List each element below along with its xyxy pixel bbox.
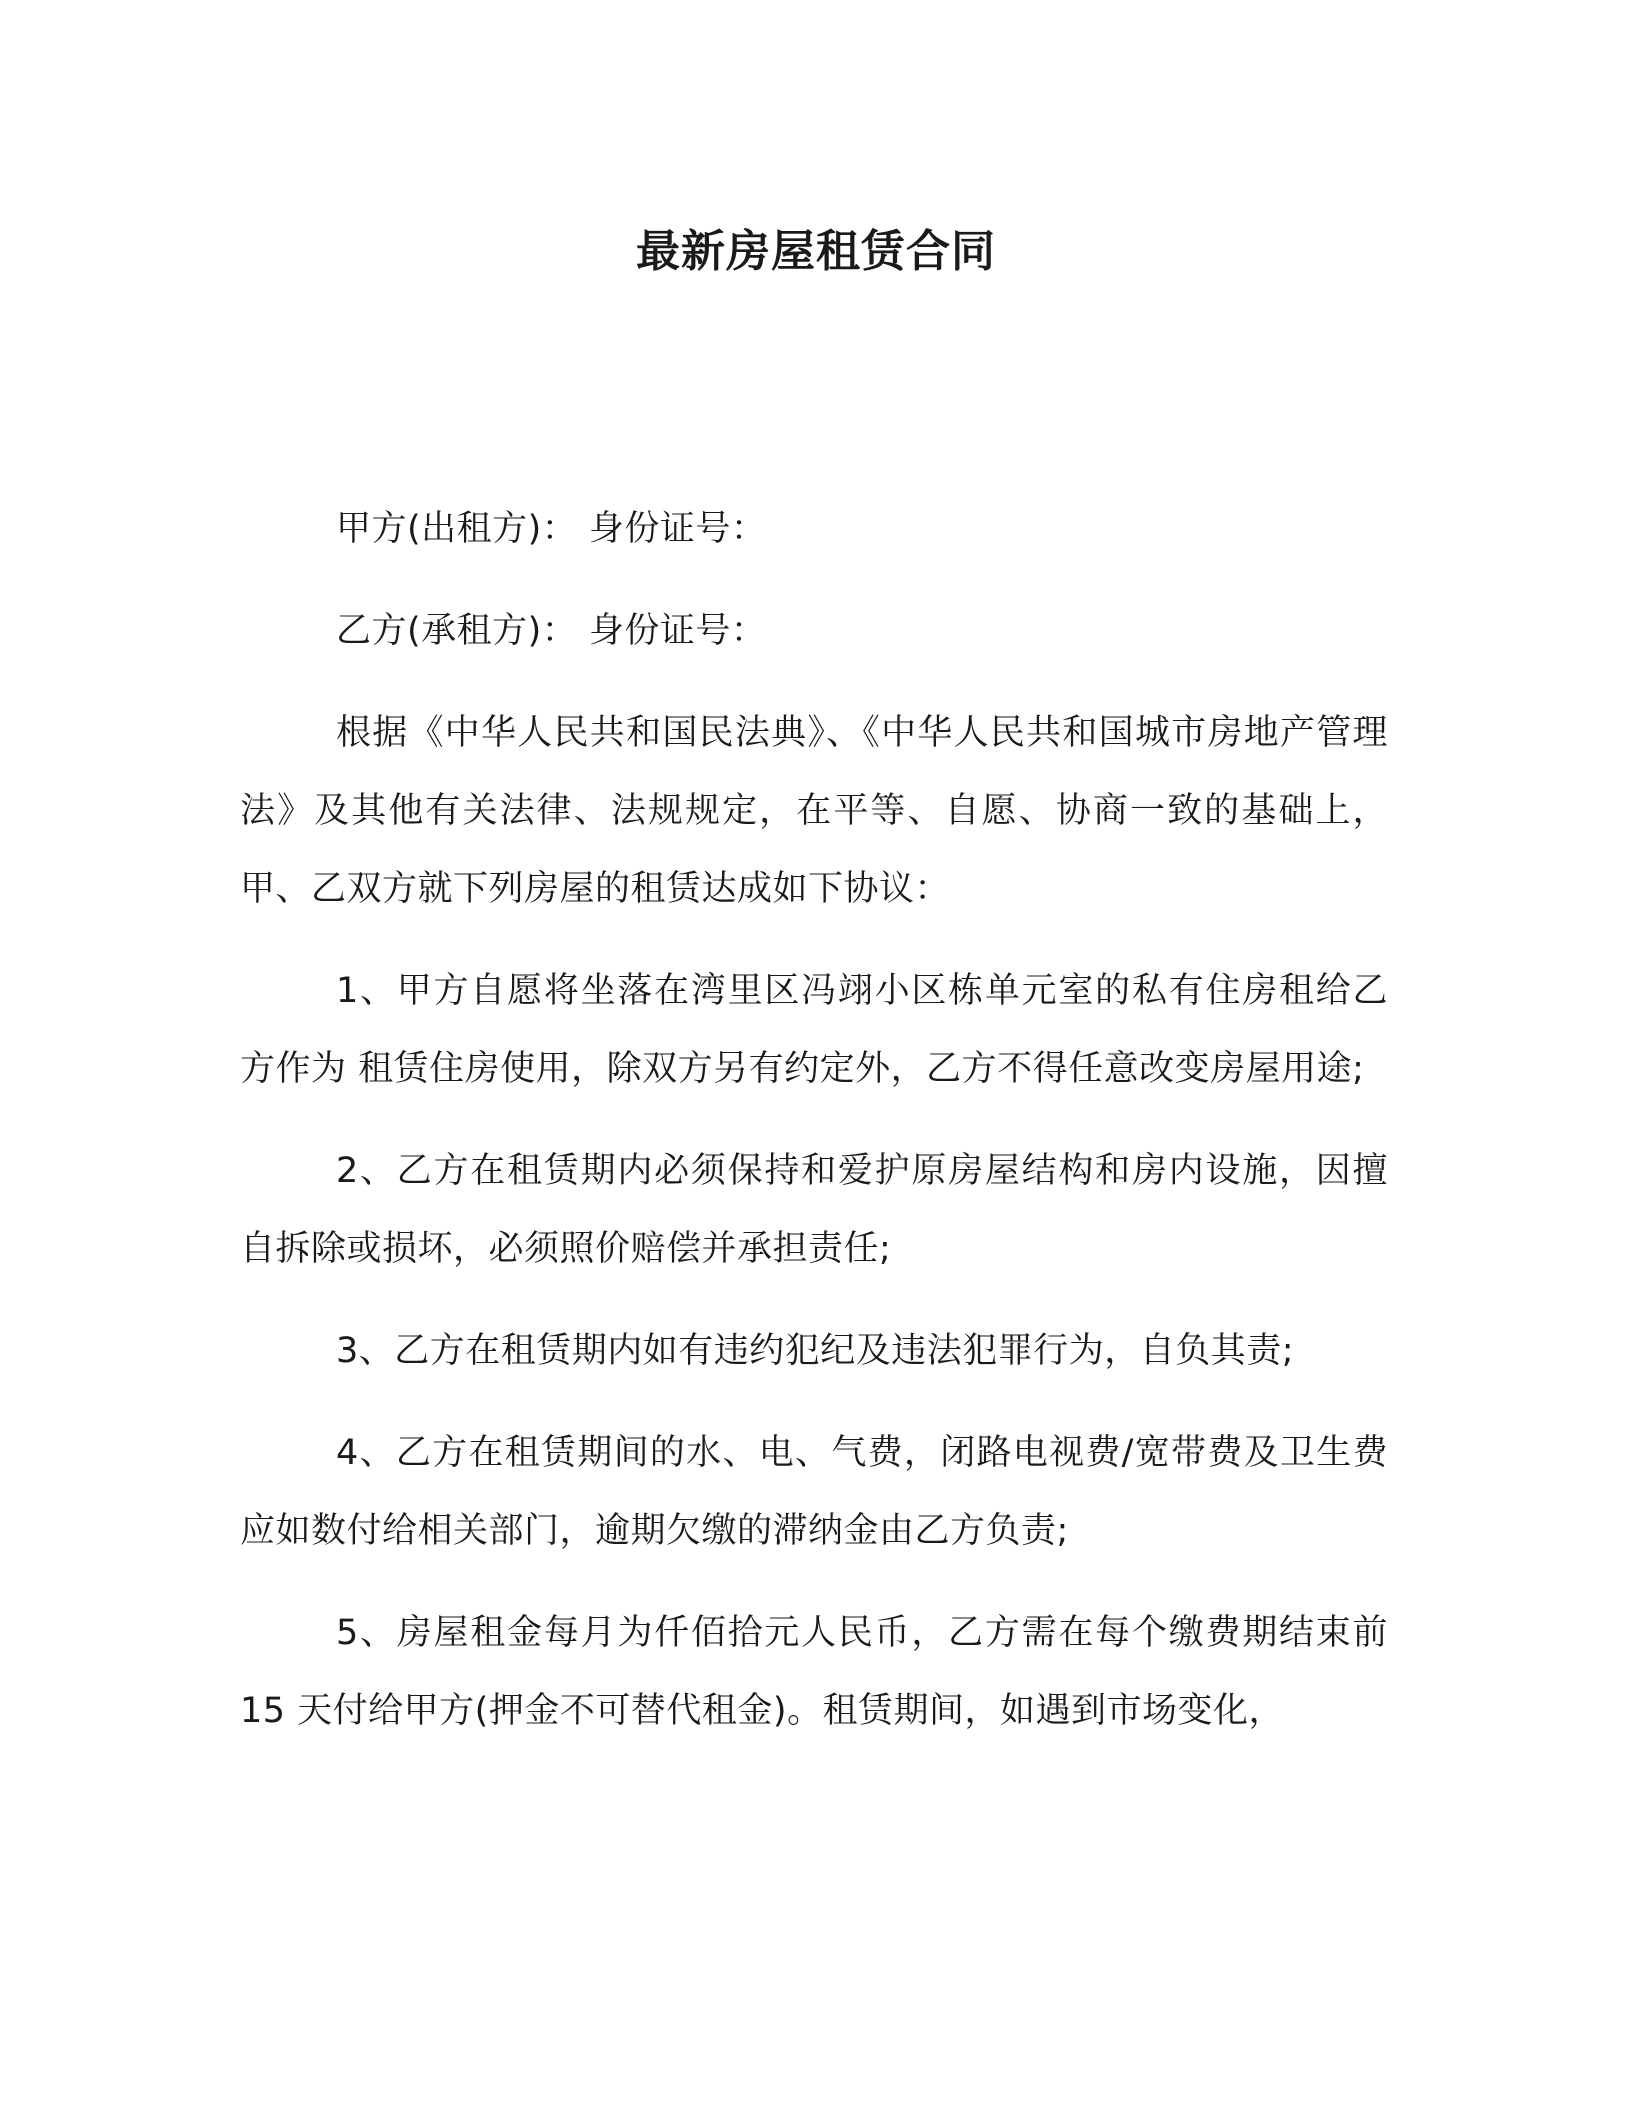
document-title: 最新房屋租赁合同	[636, 226, 996, 277]
clause-1: 1、甲方自愿将坐落在湾里区冯翊小区栋单元室的私有住房租给乙方作为 租赁住房使用，除双方另有约定外，乙方不得任意改变房屋用途;	[240, 971, 1388, 1089]
party-b-line: 乙方(承租方)： 身份证号：	[336, 611, 767, 651]
party-a-line: 甲方(出租方)： 身份证号：	[336, 509, 767, 549]
document-body	[240, 490, 1388, 1774]
preamble-paragraph: 根据《中华人民共和国民法典》、《中华人民共和国城市房地产管理法》及其他有关法律、法规规定，在平等、自愿、协商一致的基础上，甲、乙双方就下列房屋的租赁达成如下协议：	[240, 713, 1388, 909]
clause-4: 4、乙方在租赁期间的水、电、气费，闭路电视费/宽带费及卫生费应如数付给相关部门，逾期欠缴的滞纳金由乙方负责;	[240, 1433, 1388, 1551]
clause-3: 3、乙方在租赁期内如有违约犯纪及违法犯罪行为，自负其责;	[336, 1331, 1295, 1371]
clause-5: 5、房屋租金每月为仟佰拾元人民币，乙方需在每个缴费期结束前 15 天付给甲方(押金不可替代租金)。租赁期间，如遇到市场变化，	[240, 1613, 1388, 1731]
clause-2: 2、乙方在租赁期内必须保持和爱护原房屋结构和房内设施，因擅自拆除或损坏，必须照价赔偿并承担责任;	[240, 1151, 1388, 1269]
